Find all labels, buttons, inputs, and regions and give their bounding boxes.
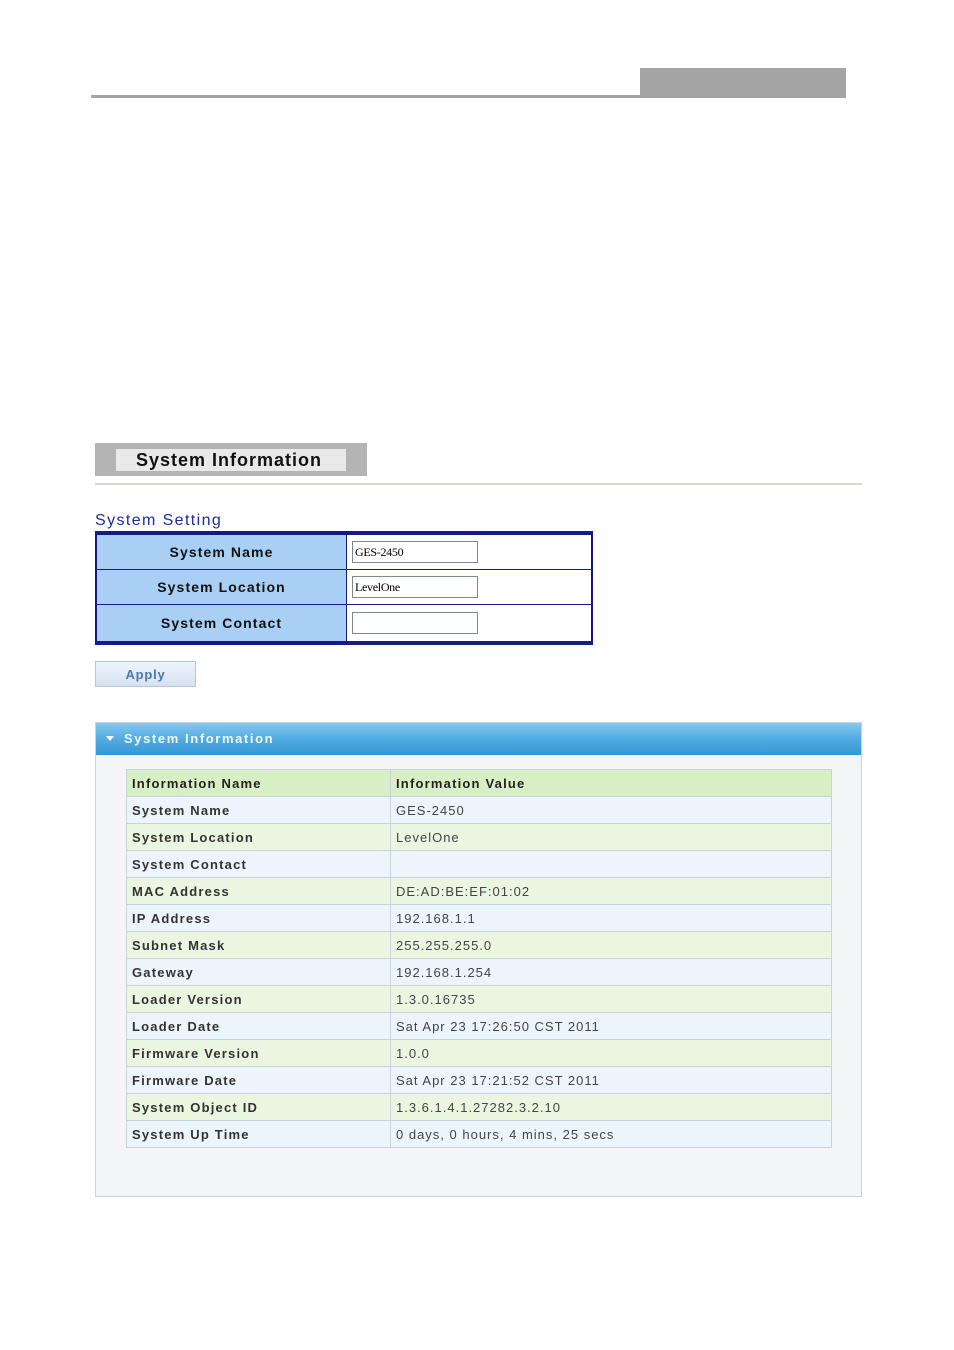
header-rule <box>91 95 640 98</box>
info-value-cell: 1.3.0.16735 <box>391 986 832 1013</box>
info-name-cell: Loader Version <box>127 986 391 1013</box>
system-setting-form <box>95 531 593 645</box>
panel-header-toggle[interactable] <box>96 723 861 755</box>
system-contact-cell <box>347 605 591 641</box>
system-name-input[interactable] <box>352 541 478 563</box>
info-name-cell: Firmware Version <box>127 1040 391 1067</box>
info-value-cell: DE:AD:BE:EF:01:02 <box>391 878 832 905</box>
system-information-panel <box>95 722 862 1197</box>
info-row-loader-date <box>127 1013 832 1040</box>
info-name-cell: IP Address <box>127 905 391 932</box>
info-name-cell: System Object ID <box>127 1094 391 1121</box>
info-name-cell: System Contact <box>127 851 391 878</box>
info-row-system-name <box>127 797 832 824</box>
info-value-cell: 192.168.1.254 <box>391 959 832 986</box>
system-contact-input[interactable] <box>352 612 478 634</box>
info-name-cell: System Up Time <box>127 1121 391 1148</box>
info-name-cell: System Name <box>127 797 391 824</box>
info-value-cell: Sat Apr 23 17:26:50 CST 2011 <box>391 1013 832 1040</box>
info-name-cell: MAC Address <box>127 878 391 905</box>
title-divider <box>95 483 862 485</box>
info-row-system-contact <box>127 851 832 878</box>
info-row-system-location <box>127 824 832 851</box>
info-row-firmware-date <box>127 1067 832 1094</box>
system-name-label: System Name <box>97 535 347 569</box>
info-row-system-up-time <box>127 1121 832 1148</box>
page-title-box <box>95 443 367 476</box>
system-contact-label: System Contact <box>97 605 347 641</box>
system-location-label: System Location <box>97 570 347 604</box>
info-value-cell: 0 days, 0 hours, 4 mins, 25 secs <box>391 1121 832 1148</box>
system-information-table <box>126 769 832 1148</box>
info-value-cell: 255.255.255.0 <box>391 932 832 959</box>
system-contact-row <box>97 605 591 641</box>
info-name-cell: Gateway <box>127 959 391 986</box>
system-location-row <box>97 570 591 605</box>
table-header-row <box>127 770 832 797</box>
info-row-ip-address <box>127 905 832 932</box>
header-tab <box>640 68 846 98</box>
info-value-cell: GES-2450 <box>391 797 832 824</box>
info-row-firmware-version <box>127 1040 832 1067</box>
info-row-subnet-mask <box>127 932 832 959</box>
caret-down-icon <box>106 736 114 741</box>
system-name-row <box>97 535 591 570</box>
info-value-cell <box>391 851 832 878</box>
info-row-gateway <box>127 959 832 986</box>
page-title: System Information <box>136 450 323 470</box>
panel-title: System Information <box>124 731 275 746</box>
info-value-cell: 1.0.0 <box>391 1040 832 1067</box>
info-name-cell: Firmware Date <box>127 1067 391 1094</box>
info-value-cell: 1.3.6.1.4.1.27282.3.2.10 <box>391 1094 832 1121</box>
info-value-cell: LevelOne <box>391 824 832 851</box>
info-value-cell: 192.168.1.1 <box>391 905 832 932</box>
column-header-value: Information Value <box>391 770 832 797</box>
page-title-plate <box>116 449 346 471</box>
apply-button[interactable]: Apply <box>95 661 196 687</box>
info-row-system-object-id <box>127 1094 832 1121</box>
info-name-cell: Loader Date <box>127 1013 391 1040</box>
system-setting-heading: System Setting <box>95 512 223 529</box>
info-name-cell: Subnet Mask <box>127 932 391 959</box>
system-name-cell <box>347 535 591 569</box>
info-row-mac-address <box>127 878 832 905</box>
info-name-cell: System Location <box>127 824 391 851</box>
column-header-name: Information Name <box>127 770 391 797</box>
system-location-input[interactable] <box>352 576 478 598</box>
info-row-loader-version <box>127 986 832 1013</box>
system-location-cell <box>347 570 591 604</box>
info-value-cell: Sat Apr 23 17:21:52 CST 2011 <box>391 1067 832 1094</box>
